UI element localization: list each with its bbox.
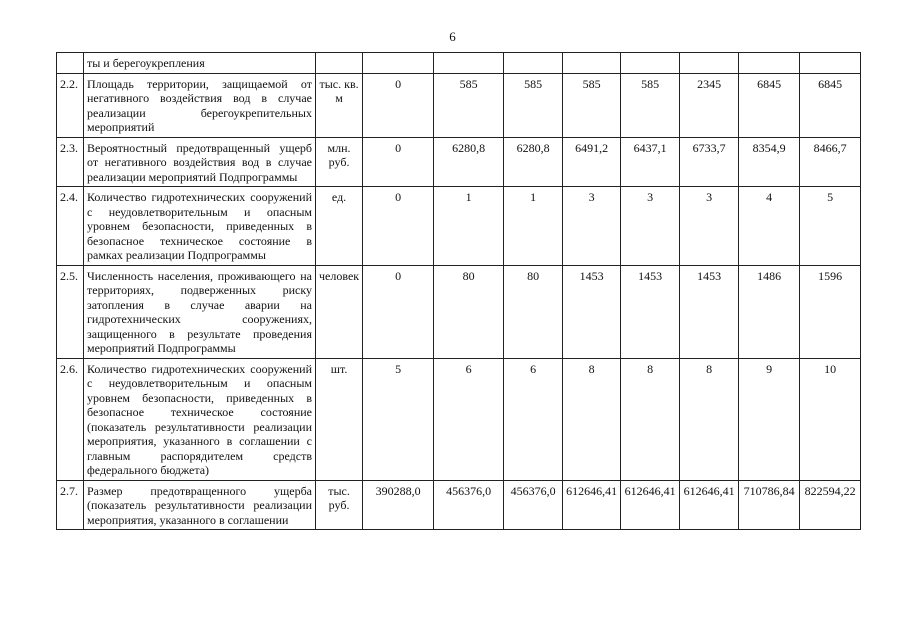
cell-value: 8354,9: [739, 137, 800, 187]
cell-value: [739, 53, 800, 74]
cell-num: [57, 53, 84, 74]
cell-value: 5: [800, 187, 861, 266]
cell-value: 6280,8: [434, 137, 504, 187]
cell-value: 390288,0: [363, 480, 434, 530]
table-row: [57, 480, 861, 530]
cell-value: 0: [363, 187, 434, 266]
cell-value: 0: [363, 73, 434, 137]
cell-description: ты и берегоукрепления: [84, 53, 316, 74]
cell-description: Количество гидротехнических сооружений с неудовлетворительным и опасным уровнем безопасности, приведенных в безопасное техническое состояние (показатель результативности реализации мероприятия, указанного в соглашении с главным распорядителем средств федерального бюджета): [84, 358, 316, 480]
table-row: [57, 358, 861, 480]
cell-num: 2.7.: [57, 480, 84, 530]
cell-value: 585: [504, 73, 563, 137]
cell-value: 8: [680, 358, 739, 480]
cell-value: 6: [504, 358, 563, 480]
cell-unit: [316, 53, 363, 74]
cell-value: 1: [434, 187, 504, 266]
cell-value: 6733,7: [680, 137, 739, 187]
cell-description: Размер предотвращенного ущерба (показатель результативности реализации мероприятия, указанного в соглашении: [84, 480, 316, 530]
cell-description: Вероятностный предотвращенный ущерб от негативного воздействия вод в случае реализации мероприятий Подпрограммы: [84, 137, 316, 187]
cell-value: 456376,0: [434, 480, 504, 530]
cell-value: 6845: [800, 73, 861, 137]
cell-unit: тыс. кв. м: [316, 73, 363, 137]
cell-value: 5: [363, 358, 434, 480]
cell-value: [621, 53, 680, 74]
cell-value: 8466,7: [800, 137, 861, 187]
continuation-row: [57, 53, 861, 74]
cell-value: 4: [739, 187, 800, 266]
cell-value: 612646,41: [680, 480, 739, 530]
cell-value: 1596: [800, 265, 861, 358]
cell-value: 0: [363, 265, 434, 358]
cell-value: [434, 53, 504, 74]
cell-value: 80: [504, 265, 563, 358]
cell-unit: человек: [316, 265, 363, 358]
table-row: [57, 137, 861, 187]
cell-num: 2.4.: [57, 187, 84, 266]
cell-num: 2.3.: [57, 137, 84, 187]
cell-value: [363, 53, 434, 74]
cell-description: Количество гидротехнических сооружений с неудовлетворительным и опасным уровнем безопасности, приведенных в безопасное техническое состояние в рамках реализации Подпрограммы: [84, 187, 316, 266]
cell-value: 6845: [739, 73, 800, 137]
cell-value: 10: [800, 358, 861, 480]
indicators-table: [56, 52, 861, 530]
cell-value: 3: [621, 187, 680, 266]
cell-unit: млн. руб.: [316, 137, 363, 187]
cell-value: 80: [434, 265, 504, 358]
cell-description: Площадь территории, защищаемой от негативного воздействия вод в случае реализации берегоукрепительных мероприятий: [84, 73, 316, 137]
cell-value: 1: [504, 187, 563, 266]
cell-value: 8: [563, 358, 621, 480]
cell-value: 710786,84: [739, 480, 800, 530]
cell-unit: шт.: [316, 358, 363, 480]
cell-value: 612646,41: [621, 480, 680, 530]
cell-value: 822594,22: [800, 480, 861, 530]
cell-value: 612646,41: [563, 480, 621, 530]
table-row: [57, 265, 861, 358]
cell-value: 9: [739, 358, 800, 480]
cell-value: 1453: [563, 265, 621, 358]
cell-unit: тыс. руб.: [316, 480, 363, 530]
cell-value: 585: [621, 73, 680, 137]
cell-value: 1486: [739, 265, 800, 358]
cell-num: 2.2.: [57, 73, 84, 137]
cell-value: [800, 53, 861, 74]
cell-value: 6491,2: [563, 137, 621, 187]
cell-value: 585: [563, 73, 621, 137]
cell-value: 6280,8: [504, 137, 563, 187]
cell-description: Численность населения, проживающего на территориях, подверженных риску затопления в случае аварии на гидротехнических сооружениях, защищенного в результате проведения мероприятий Подпрограммы: [84, 265, 316, 358]
cell-value: 8: [621, 358, 680, 480]
cell-value: 3: [680, 187, 739, 266]
cell-value: 585: [434, 73, 504, 137]
cell-value: 1453: [680, 265, 739, 358]
cell-value: 0: [363, 137, 434, 187]
cell-num: 2.6.: [57, 358, 84, 480]
cell-value: [504, 53, 563, 74]
cell-value: 2345: [680, 73, 739, 137]
cell-value: 3: [563, 187, 621, 266]
table-row: [57, 73, 861, 137]
cell-value: 6: [434, 358, 504, 480]
cell-value: 6437,1: [621, 137, 680, 187]
cell-value: [563, 53, 621, 74]
cell-value: 1453: [621, 265, 680, 358]
page-number: 6: [449, 29, 456, 44]
cell-unit: ед.: [316, 187, 363, 266]
cell-num: 2.5.: [57, 265, 84, 358]
table-row: [57, 187, 861, 266]
cell-value: 456376,0: [504, 480, 563, 530]
cell-value: [680, 53, 739, 74]
